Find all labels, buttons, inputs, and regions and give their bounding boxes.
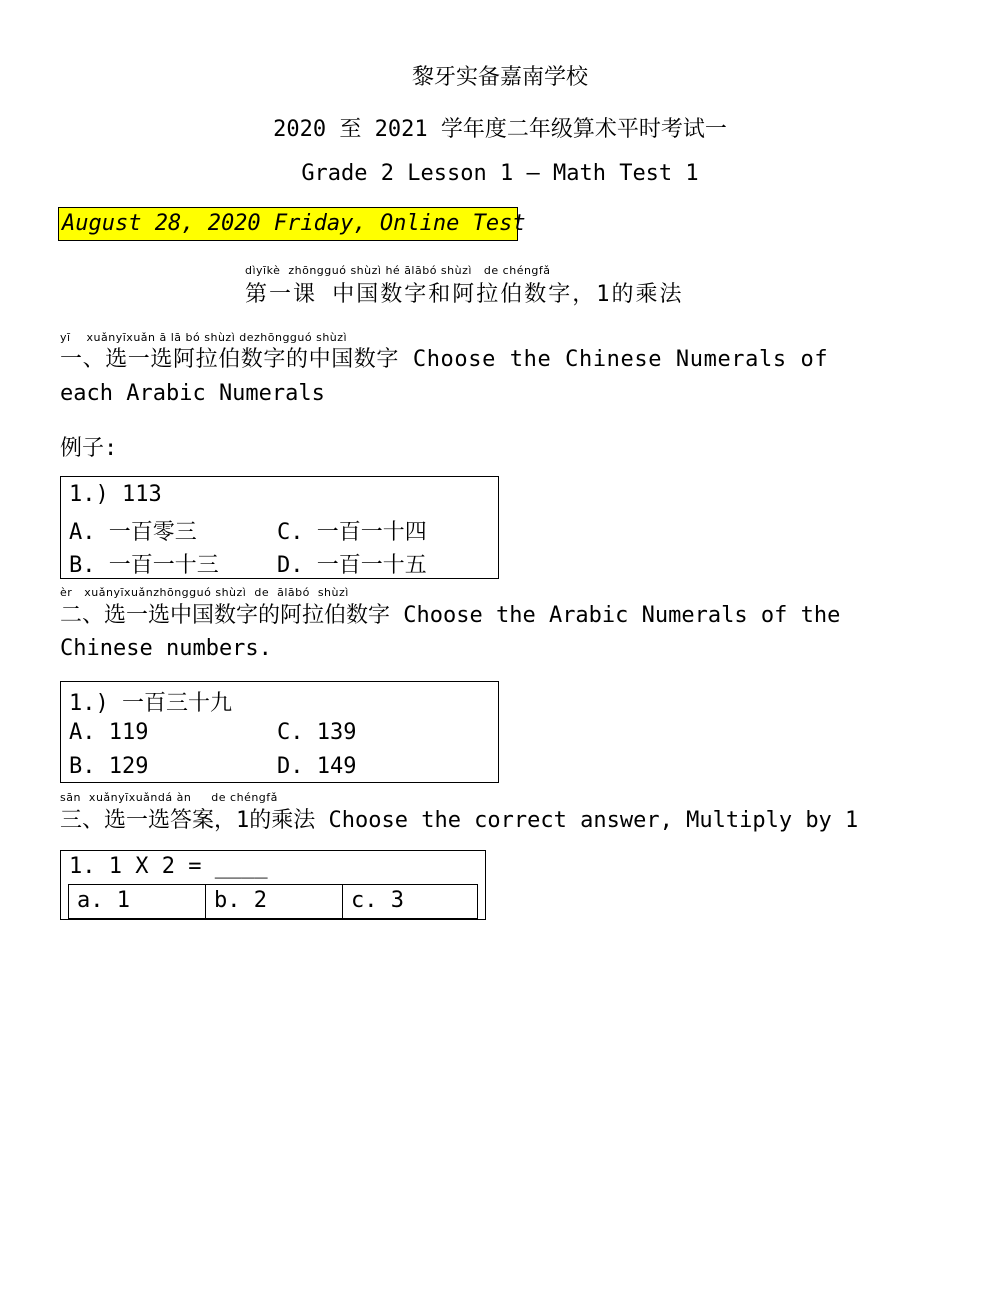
section2-heading: 二、选一选中国数字的阿拉伯数字 Choose the Arabic Numerals of the [60,603,841,628]
example-label: 例子: [60,436,118,461]
section3-question-box [60,850,486,920]
lesson-pinyin: dìyīkè zhōngguó shùzì hé ālābó shùzì de chéngfǎ [245,264,551,277]
section1-pinyin: yī xuǎnyīxuǎn ā lā bó shùzì dezhōngguó shùzì [60,331,348,344]
section3-option-a[interactable]: a. 1 [68,884,206,919]
section3-option-c[interactable]: c. 3 [342,884,478,919]
section2-option-a[interactable]: A. 119 [69,720,149,745]
section1-question-box [60,476,499,579]
test-subtitle: Grade 2 Lesson 1 – Math Test 1 [301,161,699,186]
section2-heading-continued: Chinese numbers. [60,636,272,661]
exam-title: 2020 至 2021 学年度二年级算术平时考试一 [273,117,727,142]
section2-question-box [60,681,499,783]
section2-option-b[interactable]: B. 129 [69,754,149,779]
section1-option-d[interactable]: D. 一百一十五 [277,553,427,578]
section3-option-b[interactable]: b. 2 [205,884,343,919]
section2-question: 1.) 一百三十九 [69,691,232,716]
section1-question: 1.) 113 [69,482,162,507]
section1-heading-continued: each Arabic Numerals [60,381,325,406]
section1-option-c[interactable]: C. 一百一十四 [277,520,427,545]
section2-option-d[interactable]: D. 149 [277,754,357,779]
section3-heading: 三、选一选答案，1的乘法 Choose the correct answer, Multiply by 1 [60,808,859,833]
lesson-title: 第一课 中国数字和阿拉伯数字，1的乘法 [245,282,684,307]
section1-option-a[interactable]: A. 一百零三 [69,520,197,545]
test-date-banner: August 28, 2020 Friday, Online Test [58,207,518,241]
section2-option-c[interactable]: C. 139 [277,720,357,745]
section3-pinyin: sān xuǎnyīxuǎndá àn de chéngfǎ [60,791,278,804]
section2-pinyin: èr xuǎnyīxuǎnzhōngguó shùzì de ālābó shùzì [60,586,349,599]
section1-heading: 一、选一选阿拉伯数字的中国数字 Choose the Chinese Numerals of [60,347,829,372]
school-name: 黎牙实备嘉南学校 [411,65,588,90]
section1-option-b[interactable]: B. 一百一十三 [69,553,219,578]
section3-question: 1. 1 X 2 = ____ [69,854,268,879]
